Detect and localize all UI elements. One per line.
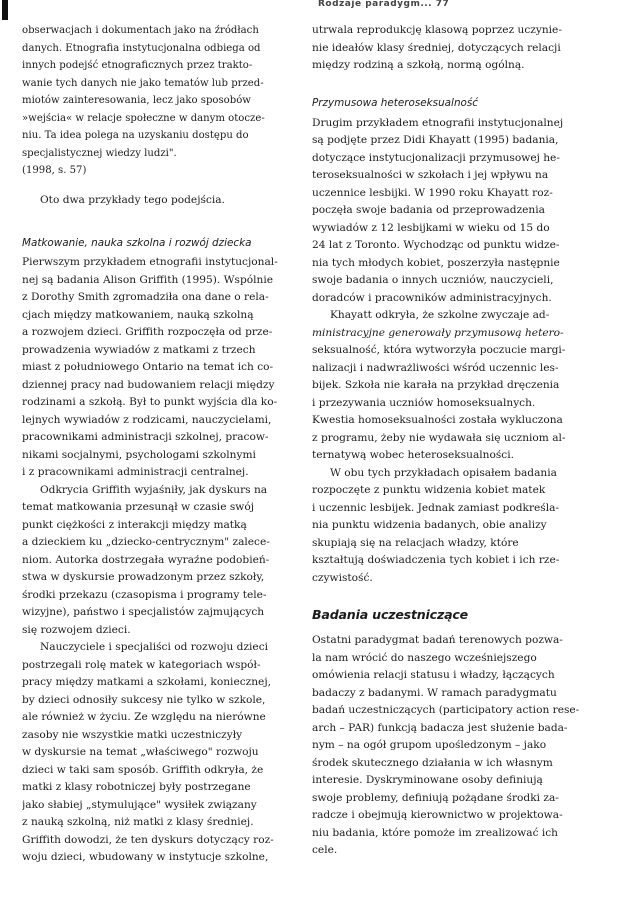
text-line: nia tych młodych kobiet, poszerzyła następnie [312,256,560,269]
text-line: radcze i obejmują kierownictwo w projektowa- [312,809,563,821]
text-line: ministracyjne generowały przymusową hetero- [312,326,564,339]
paragraph-6 [312,465,596,588]
text-line: 24 lat z Toronto. Wychodząc od punktu widze- [312,239,560,251]
paragraph-2 [22,482,298,640]
text-line: by dzieci odnosiły sukcesy nie tylko w szkole, [22,693,266,706]
text-line: stwa w dyskursie prowadzonym przez szkoły, [22,571,265,583]
intro-line: Oto dwa przykłady tego podejścia. [40,193,225,206]
text-line: i z pracownikami administracji centralnej. [22,466,249,478]
quote-line: niu. Ta idea polega na uzyskaniu dostępu do [22,130,249,141]
text-line: jako słabiej „stymulujące" wysiłek związany [22,798,257,811]
paragraph-4 [312,115,596,308]
text-line: środki przekazu (czasopisma i programy tele- [22,588,267,601]
text-line: ale również w życiu. Ze względu na nierówne [22,711,266,723]
text-line: nie ideałów klasy średniej, dotyczących relacji [312,41,561,54]
running-head: Rodzaje paradygm... 77 [318,0,450,9]
text-line: punkt ciężkości z interakcji między matką [22,518,247,531]
text-line: Griffith dowodzi, że ten dyskurs dotyczący roz- [22,833,274,846]
text-line: Nauczyciele i specjaliści od rozwoju dzieci [40,641,269,653]
text-line: dzieci w taki sam sposób. Griffith odkryła, że [22,763,264,776]
text-line: swoje problemy, definiują pożądane środki za- [312,791,559,804]
text-line: utrwala reprodukcję klasową poprzez uczynie- [312,24,562,36]
text-line: arch – PAR) funkcją badacza jest służenie bada- [312,721,568,734]
text-line: swoje badania o innych uczniów, nauczycieli, [312,274,554,286]
text-line: bijek. Szkoła nie karała na przykład dręczenia [312,379,560,391]
text-line: i uczennic lesbijek. Jednak zamiast podkreśla- [312,501,560,514]
quote-line: specjalistycznej wiedzy ludzi". [22,147,177,159]
text-line: niom. Autorka dostrzegała wyraźne podobień- [22,553,270,566]
text-line: z programu, żeby nie wydawała się uczniom al- [312,431,566,444]
quote-citation: (1998, s. 57) [22,165,87,176]
paragraph-7 [312,632,596,860]
paragraph-3 [22,639,298,867]
text-line: z Dorothy Smith zgromadziła ona dane o rela- [22,291,269,303]
text-line: Khayatt odkryła, że szkolne zwyczaje ad- [330,309,550,321]
text-line: matki z klasy robotniczej były postrzegane [22,781,251,793]
text-line: doradców i pracowników administracyjnych. [312,291,552,304]
text-line: lejnych wywiadów z rodzicami, nauczycielami, [22,413,272,426]
quote-line: innych podejść etnograficznych przez trakto- [22,60,253,71]
text-line: się rozwojem dzieci. [22,623,131,636]
section-heading-matkowanie: Matkowanie, nauka szkolna i rozwój dziecka [22,237,252,249]
quote-line: miotów zainteresowania, lecz jako sposobów [22,95,251,106]
text-line: interesie. Dyskryminowane osoby definiują [312,774,543,786]
text-line: teroseksualności w szkołach i jej wpływu na [312,169,549,181]
paragraph-5 [312,307,596,465]
text-line: wywiadów z 12 lesbijkami w wieku od 15 do [312,221,550,234]
text-line: z nauką szkolną, niż matki z klasy średniej. [22,816,254,828]
text-line: między rodziną a szkołą, normą ogólną. [312,59,525,71]
text-line: badaczy z badanymi. W ramach paradygmatu [312,686,557,699]
text-line: nym – na ogół grupom upośledzonym – jako [312,739,547,751]
text-line: woju dzieci, wbudowany w instytucje szkolne, [22,851,269,863]
text-line: miast z południowego Ontario na temat ich co- [22,361,274,373]
text-line: Kwestia homoseksualności została wykluczona [312,414,563,426]
text-line: temat matkowania przesunął w czasie swój [22,501,254,513]
block-quote [22,22,298,180]
text-line: nia punktu widzenia badanych, obie analizy [312,519,547,531]
text-line: uczennice lesbijki. W 1990 roku Khayatt roz- [312,186,553,199]
text-line: cjach między matkowaniem, nauką szkolną [22,308,254,321]
text-line: Pierwszym przykładem etnografii instytucjonal- [22,256,278,268]
quote-line: danych. Etnografia instytucjonalna odbiega od [22,42,261,54]
text-line: cele. [312,844,338,856]
text-line: badań uczestniczących (participatory action rese- [312,704,580,716]
text-line: pracy między matkami a szkołami, koniecznej, [22,676,271,688]
text-line: a dzieckiem ku „dziecko-centrycznym" zalece- [22,536,270,548]
intro-paragraph [22,192,298,210]
text-line: środek skutecznego działania w ich własnym [312,756,553,769]
text-line: czywistość. [312,571,373,584]
text-line: prowadzenia wywiadów z matkami z trzech [22,343,256,356]
section-heading-heteroseksualnosc: Przymusowa heteroseksualność [312,96,479,109]
text-line: niu badania, które pomoże im zrealizować ich [312,826,559,839]
text-line: skupiają się na relacjach władzy, które [312,536,519,549]
text-line: seksualność, która wytworzyła poczucie margi- [312,344,566,356]
section-heading-badania-uczestniczace: Badania uczestniczące [312,607,468,622]
quote-line: »wejścia« w relacje społeczne w danym otocze- [22,112,265,124]
text-line: la nam wrócić do naszego wcześniejszego [312,651,537,664]
text-line: dziennej pracy nad budowaniem relacji między [22,378,275,391]
text-line: dotyczące instytucjonalizacji przymusowej he- [312,151,560,164]
text-line: zasoby nie wszystkie matki uczestniczyły [22,728,243,741]
text-line: nikami socjalnymi, psychologami szkolnymi [22,448,256,461]
text-line: wizyjne), państwo i specjalistów zajmujących [22,606,265,618]
text-line: a rozwojem dzieci. Griffith rozpoczęła od prze- [22,326,273,338]
quote-line: wanie tych danych nie jako tematów lub przed- [22,77,264,89]
binding-mark [2,0,8,20]
text-line: są podjęte przez Didi Khayatt (1995) badania, [312,134,559,146]
text-line: Odkrycia Griffith wyjaśniły, jak dyskurs na [40,483,268,496]
continued-paragraph [312,22,596,75]
right-column [312,22,596,860]
text-line: Ostatni paradygmat badań terenowych pozwa- [312,634,563,646]
text-line: rodzinami a szkołą. Był to punkt wyjścia dla ko- [22,396,278,408]
text-line: Drugim przykładem etnografii instytucjonalnej [312,116,564,129]
text-line: pracownikami administracji szkolnej, pracow- [22,431,269,443]
text-line: w dyskursie na temat „właściwego" rozwoju [22,746,259,758]
text-line: i przezywania uczniów homoseksualnych. [312,396,536,409]
text-line: nej są badania Alison Griffith (1995). Wspólnie [22,273,273,286]
text-line: poczęła swoje badania od przeprowadzenia [312,204,545,216]
text-line: kształtują doświadczenia tych kobiet i ich rze- [312,554,560,566]
quote-line: obserwacjach i dokumentach jako na źródłach [22,25,259,36]
text-line: W obu tych przykładach opisałem badania [330,466,557,479]
paragraph-1 [22,254,298,482]
text-line: postrzegali rolę matek w kategoriach współ- [22,658,261,671]
text-line: rozpoczęte z punktu widzenia kobiet matek [312,484,546,496]
text-line: omówienia relacji statusu i władzy, łączących [312,669,555,681]
left-column [22,22,298,867]
text-line: ternatywą wobec heteroseksualności. [312,449,514,461]
text-line: nalizacji i nadwrażliwości wśród uczennic les- [312,361,559,374]
